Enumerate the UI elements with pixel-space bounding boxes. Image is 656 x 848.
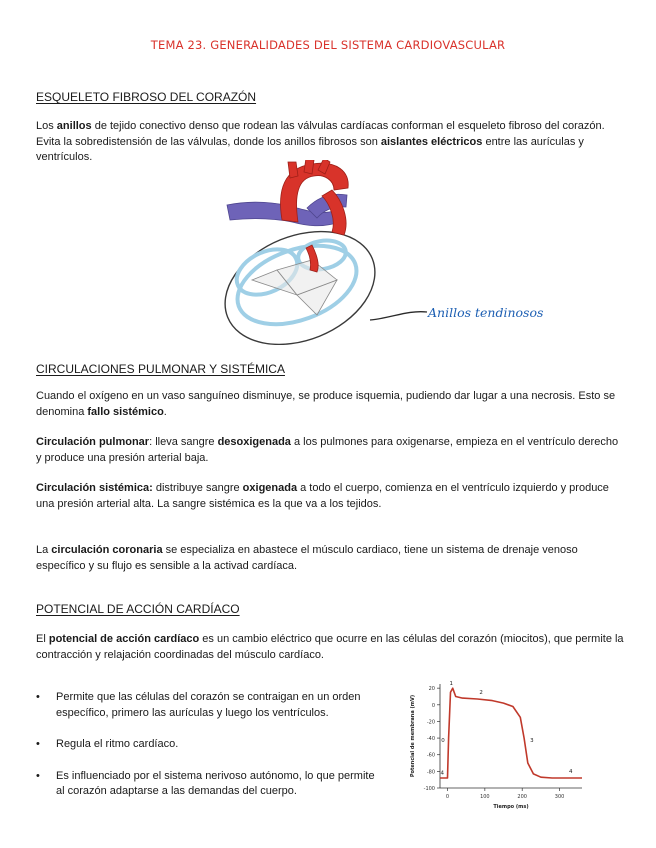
phase-label: 4 bbox=[440, 770, 444, 777]
bullet-dot: • bbox=[36, 738, 40, 750]
list-item: • Es influenciado por el sistema nerivoso autónomo, lo que permite al corazón adaptarse a las demandas del cuerpo. bbox=[36, 769, 375, 797]
paragraph-isquemia: Cuando el oxígeno en un vaso sanguíneo disminuye, se produce isquemia, pudiendo dar lugar a una necrosis. Esto se denomina fallo sistémico. bbox=[36, 390, 616, 418]
phase-label: 4 bbox=[569, 769, 573, 776]
figure-annotation-label: Anillos tendinosos bbox=[428, 305, 544, 320]
heart-fibrous-skeleton-illustration bbox=[222, 160, 592, 345]
series-line bbox=[440, 688, 582, 778]
paragraph-circulacion-coronaria: La circulación coronaria se especializa en abastece el músculo cardiaco, tiene un sistema de drenaje venoso específico y su flujo es sensible a la activad cardíaca. bbox=[36, 544, 578, 572]
y-tick-label: -80 bbox=[426, 769, 435, 776]
page-title: TEMA 23. GENERALIDADES DEL SISTEMA CARDIOVASCULAR bbox=[150, 38, 506, 52]
paragraph-anillos: Los anillos de tejido conectivo denso que rodean las válvulas cardíacas conforman el esqueleto fibroso del corazón. Evita la sobredistensión de las válvulas, donde los anillos fibrosos son aislantes eléctricos entre las aurículas y ventrículos. bbox=[36, 120, 605, 163]
x-tick-label: 100 bbox=[480, 794, 490, 800]
section-heading-potencial: POTENCIAL DE ACCIÓN CARDÍACO bbox=[36, 602, 240, 616]
y-tick-label: -100 bbox=[423, 786, 435, 792]
bullet-dot: • bbox=[36, 691, 40, 703]
action-potential-chart bbox=[404, 676, 594, 821]
y-axis-label: Potencial de membrana (mV) bbox=[410, 694, 416, 778]
x-tick-label: 200 bbox=[517, 794, 527, 800]
paragraph-circulacion-sistemica: Circulación sistémica: distribuye sangre oxigenada a todo el cuerpo, comienza en el ventrículo izquierdo y produce una presión arterial alta. La sangre sistémica es la que va a los tejidos. bbox=[36, 482, 609, 510]
section-heading-circulaciones: CIRCULACIONES PULMONAR Y SISTÉMICA bbox=[36, 362, 285, 376]
x-axis-label: Tiempo (ms) bbox=[493, 804, 529, 810]
annotation-arrow bbox=[370, 312, 427, 320]
y-tick-label: -60 bbox=[426, 752, 435, 759]
x-tick-label: 300 bbox=[554, 794, 565, 800]
paragraph-potencial-accion: El potencial de acción cardíaco es un cambio eléctrico que ocurre en las células del corazón (miocitos), que permite la contracción y relajación coordinadas del músculo cardíaco. bbox=[36, 633, 624, 661]
phase-label: 0 bbox=[441, 738, 445, 745]
y-tick-label: 0 bbox=[431, 702, 435, 709]
phase-label: 3 bbox=[530, 738, 534, 745]
phase-label: 1 bbox=[449, 680, 453, 687]
x-tick-label: 0 bbox=[445, 794, 450, 800]
y-tick-label: 20 bbox=[428, 686, 435, 693]
paragraph-circulacion-pulmonar: Circulación pulmonar: lleva sangre desoxigenada a los pulmones para oxigenarse, empieza en el ventrículo derecho y produce una presión arterial baja. bbox=[36, 436, 619, 464]
list-item: • Permite que las células del corazón se contraigan en un orden específico, primero las aurículas y luego los ventrículos. bbox=[36, 691, 361, 719]
bullet-dot: • bbox=[36, 769, 40, 782]
phase-label: 2 bbox=[479, 689, 483, 696]
section-heading-esqueleto: ESQUELETO FIBROSO DEL CORAZÓN bbox=[36, 90, 257, 104]
bullet-list bbox=[36, 690, 386, 816]
list-item: • Regula el ritmo cardíaco. bbox=[36, 737, 386, 753]
y-tick-label: -20 bbox=[426, 719, 435, 726]
y-tick-label: -40 bbox=[426, 736, 435, 743]
